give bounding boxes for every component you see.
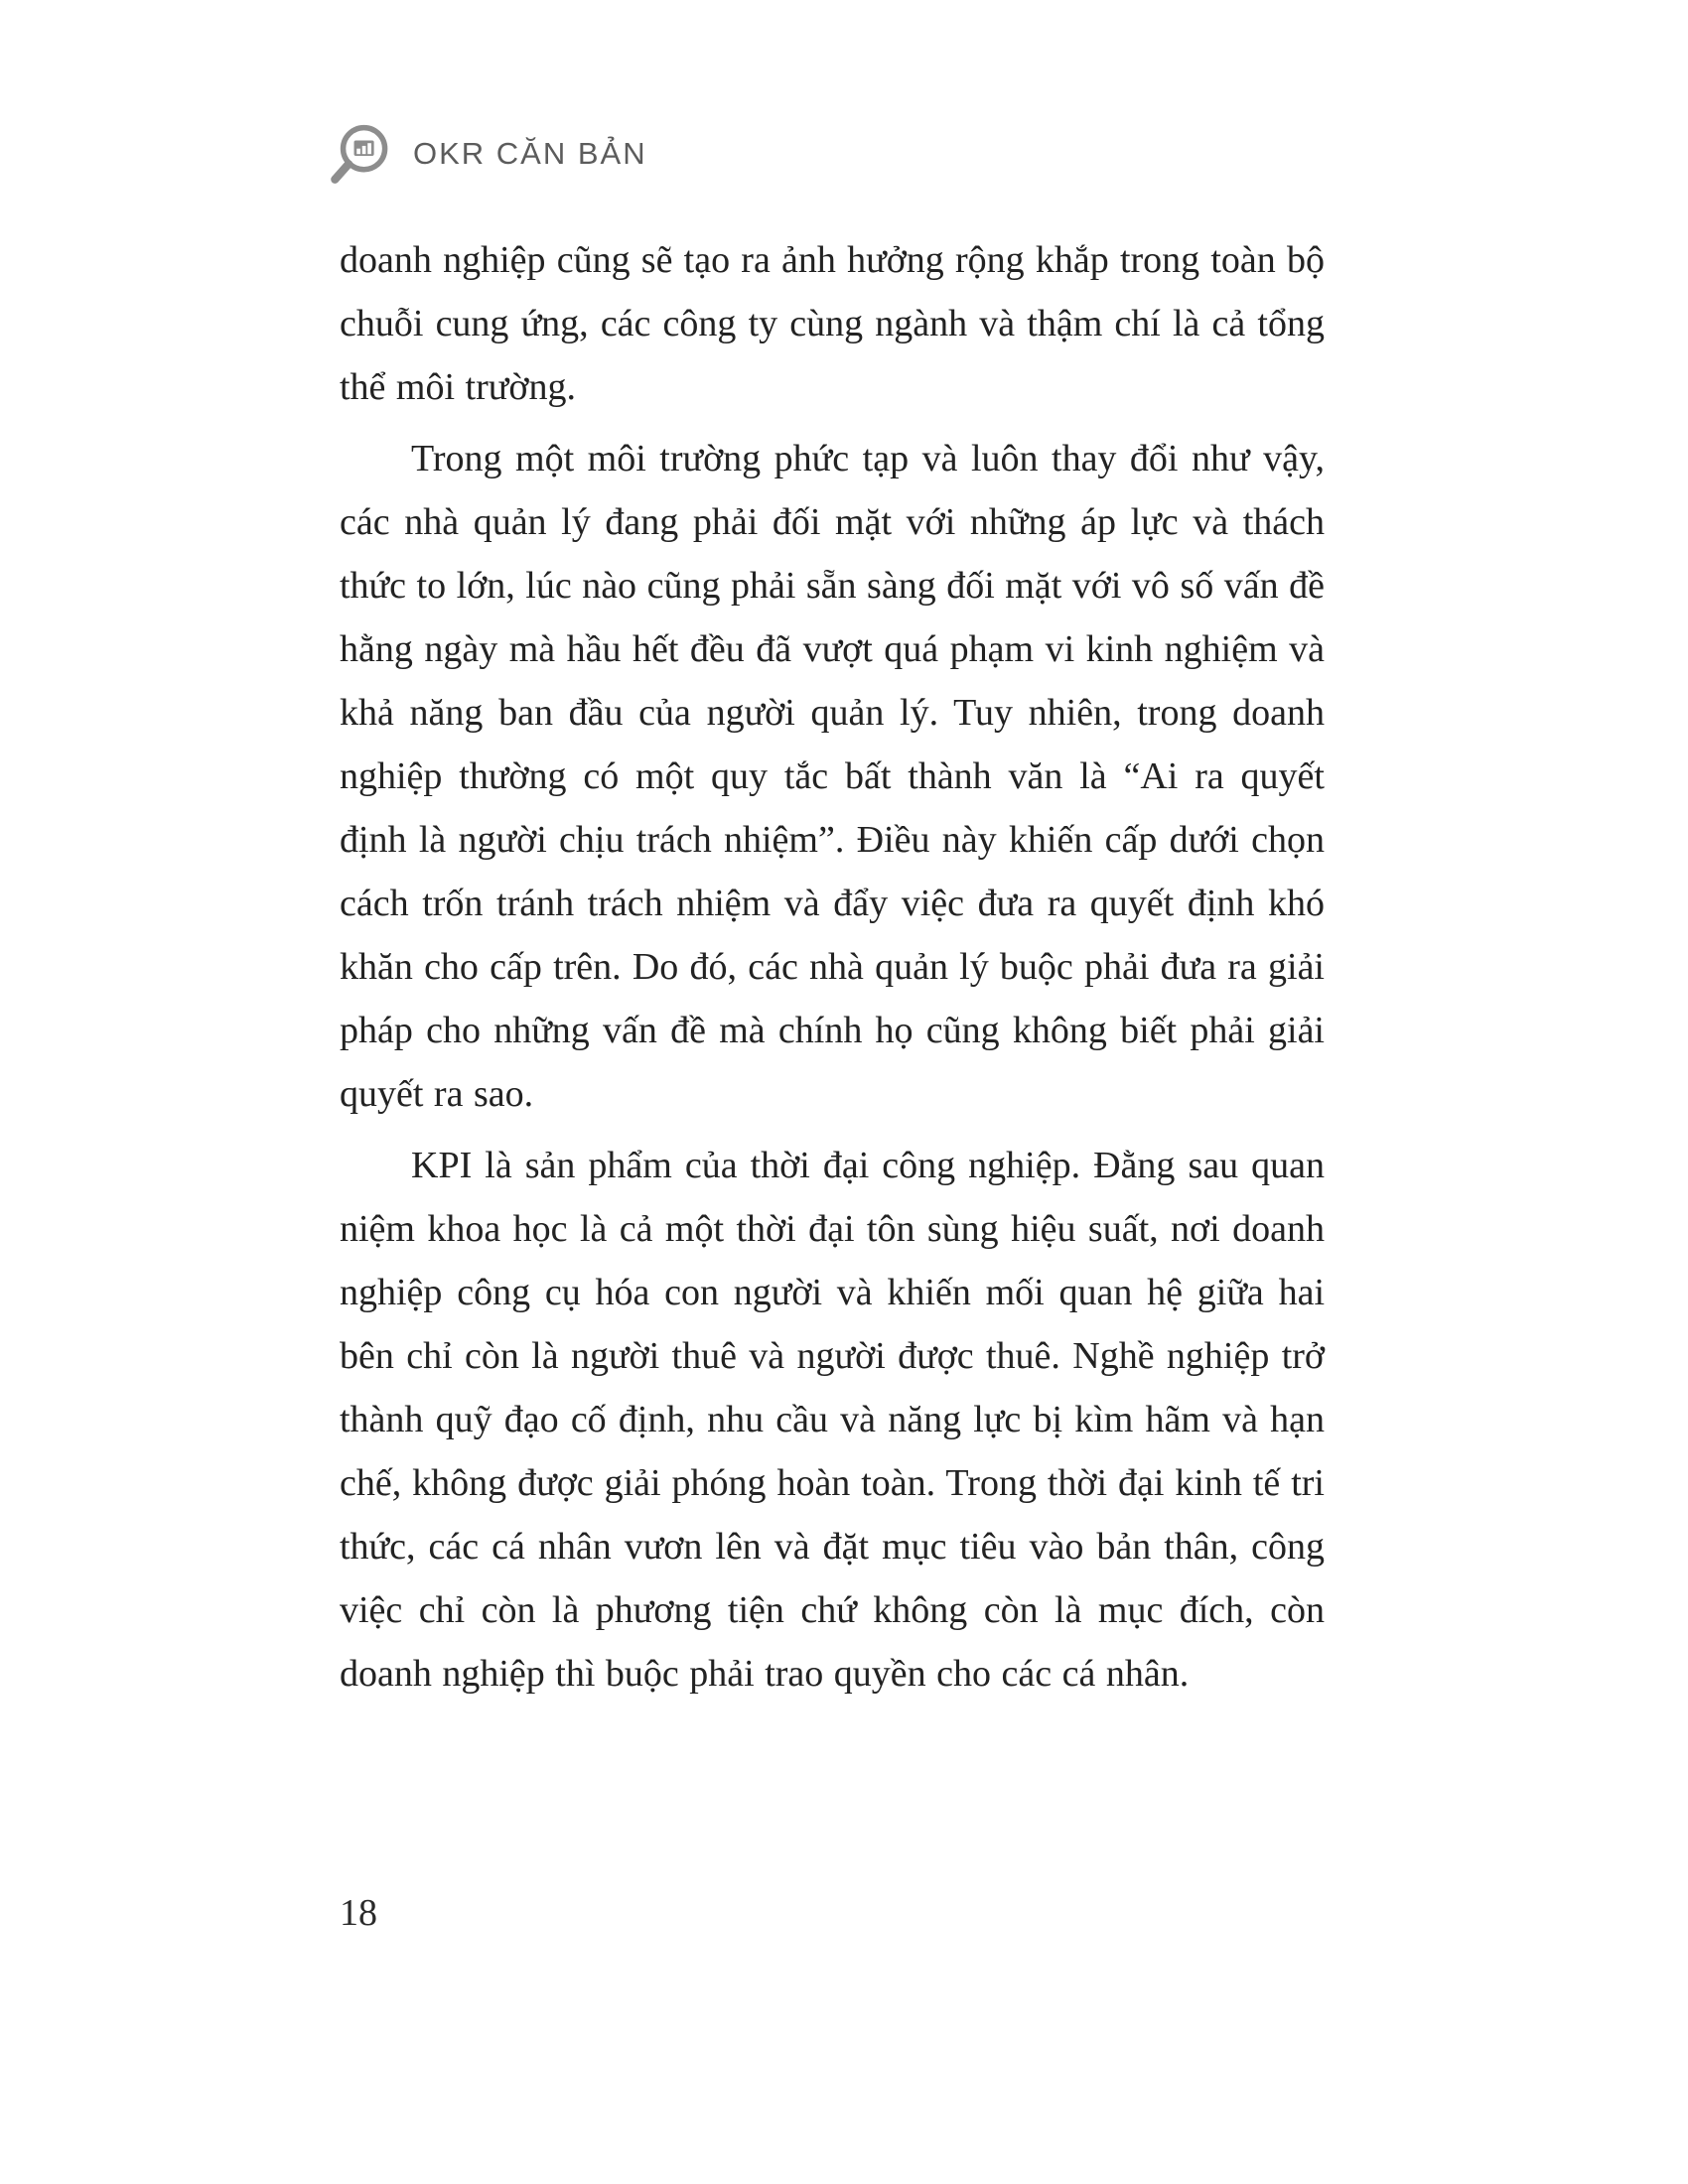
paragraph: Trong một môi trường phức tạp và luôn thay đổi như vậy, các nhà quản lý đang phải đối mặt với những áp lực và thách thức to lớn, lúc nào cũng phải sẵn sàng đối mặt với vô số vấn đề hằng ngày mà hầu hết đều đã vượt quá phạm vi kinh nghiệm và khả năng ban đầu của người quản lý. Tuy nhiên, trong doanh nghiệp thường có một quy tắc bất thành văn là “Ai ra quyết định là người chịu trách nhiệm”. Điều này khiến cấp dưới chọn cách trốn tránh trách nhiệm và đẩy việc đưa ra quyết định khó khăn cho cấp trên. Do đó, các nhà quản lý buộc phải đưa ra giải pháp cho những vấn đề mà chính họ cũng không biết phải giải quyết ra sao. <box>340 438 1325 1115</box>
magnifier-book-icon <box>328 121 391 191</box>
book-title: OKR CĂN BẢN <box>413 136 647 171</box>
page-body <box>340 228 1325 1713</box>
paragraph-continuation: doanh nghiệp cũng sẽ tạo ra ảnh hưởng rộng khắp trong toàn bộ chuỗi cung ứng, các công ty cùng ngành và thậm chí là cả tổng thể môi trường. <box>340 239 1325 408</box>
page-number: 18 <box>340 1892 377 1934</box>
page-header <box>328 121 647 191</box>
paragraph: KPI là sản phẩm của thời đại công nghiệp. Đằng sau quan niệm khoa học là cả một thời đại tôn sùng hiệu suất, nơi doanh nghiệp công cụ hóa con người và khiến mối quan hệ giữa hai bên chỉ còn là người thuê và người được thuê. Nghề nghiệp trở thành quỹ đạo cố định, nhu cầu và năng lực bị kìm hãm và hạn chế, không được giải phóng hoàn toàn. Trong thời đại kinh tế tri thức, các cá nhân vươn lên và đặt mục tiêu vào bản thân, công việc chỉ còn là phương tiện chứ không còn là mục đích, còn doanh nghiệp thì buộc phải trao quyền cho các cá nhân. <box>340 1145 1325 1695</box>
